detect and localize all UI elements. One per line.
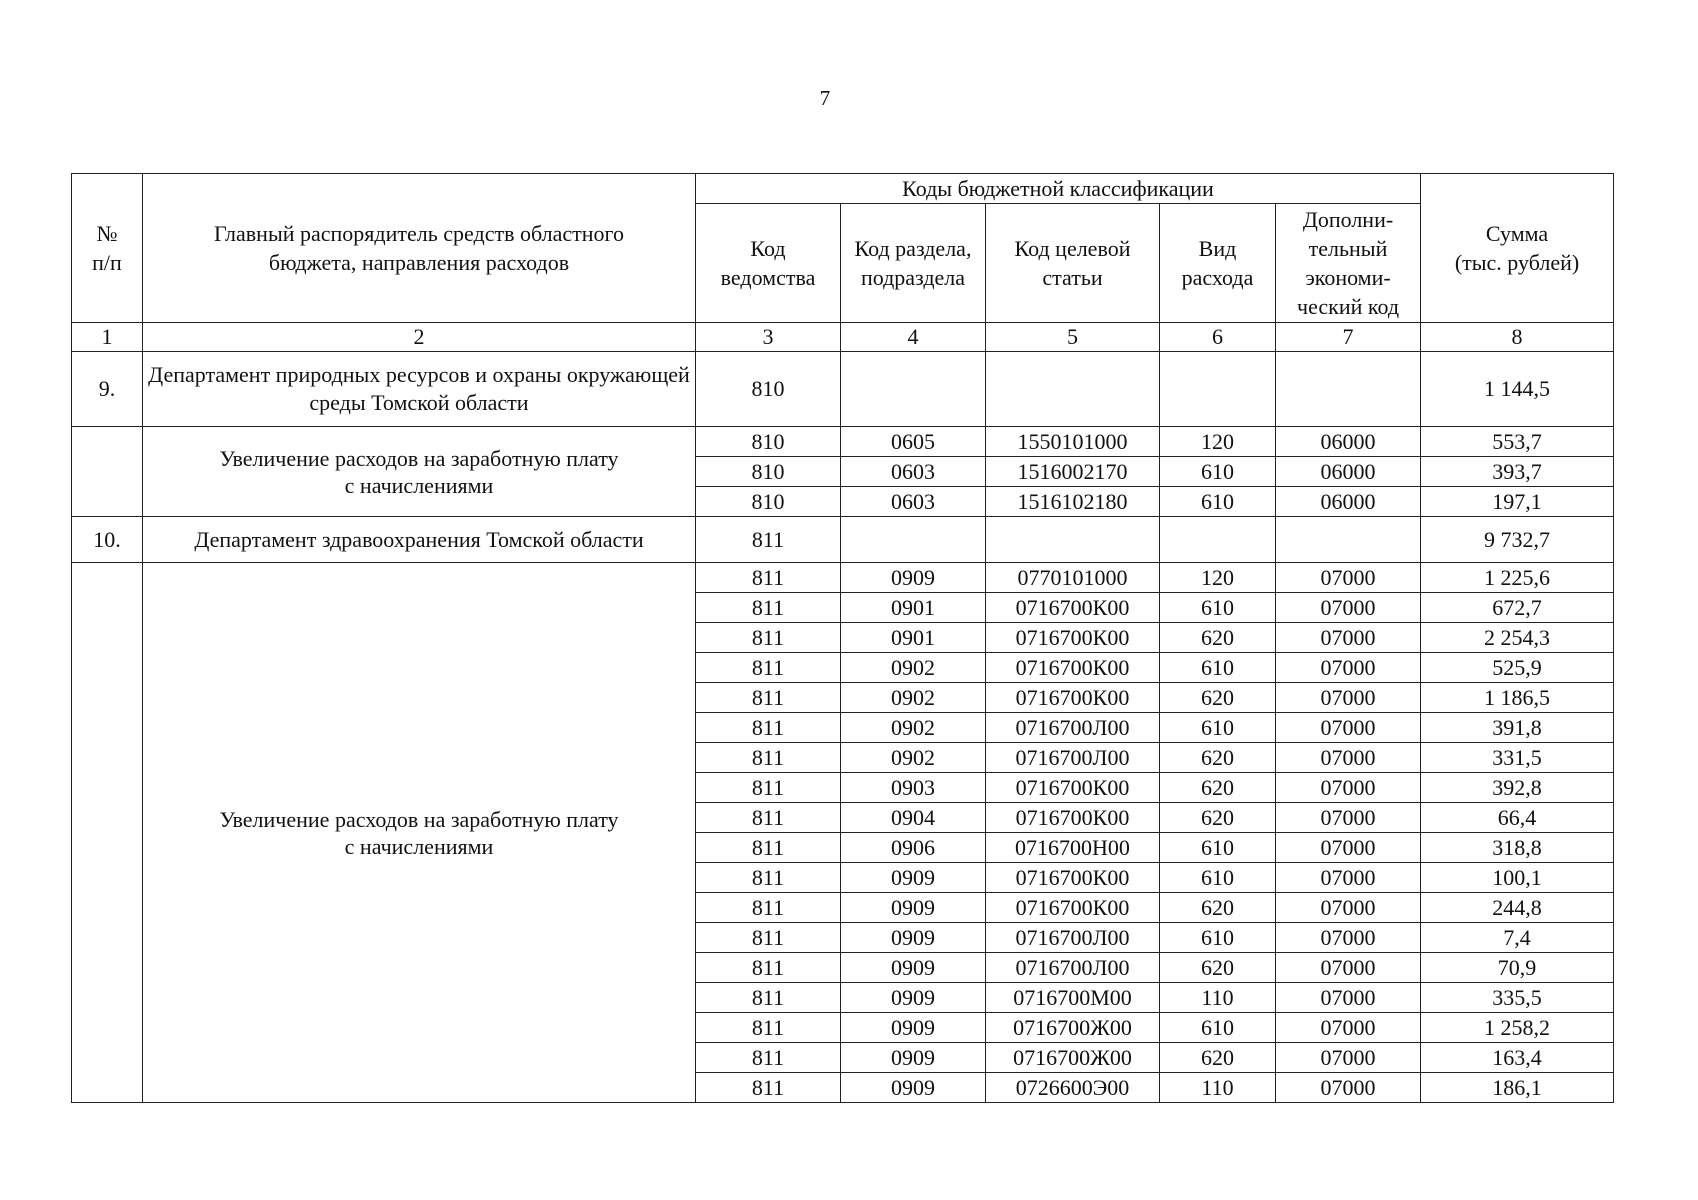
cell-razdel: 0901 (841, 623, 986, 653)
table-row (72, 563, 1614, 593)
cell-vid: 610 (1160, 1013, 1276, 1043)
cell-sum: 163,4 (1421, 1043, 1614, 1073)
cell-ved: 811 (696, 923, 841, 953)
cell-dop: 07000 (1276, 1073, 1421, 1103)
cell-dop: 07000 (1276, 623, 1421, 653)
cell-dop: 07000 (1276, 923, 1421, 953)
cell-sum: 335,5 (1421, 983, 1614, 1013)
header-dop: Дополни- тельный экономи- ческий код (1276, 204, 1421, 323)
cell-ved: 811 (696, 593, 841, 623)
column-number: 2 (143, 323, 696, 352)
cell-ved: 811 (696, 563, 841, 593)
cell-ved: 811 (696, 833, 841, 863)
cell-razdel: 0603 (841, 457, 986, 487)
column-number: 8 (1421, 323, 1614, 352)
cell-razdel: 0909 (841, 1043, 986, 1073)
cell-vid: 610 (1160, 833, 1276, 863)
cell-sum: 392,8 (1421, 773, 1614, 803)
cell-razdel: 0909 (841, 563, 986, 593)
cell-dop: 07000 (1276, 683, 1421, 713)
column-number: 6 (1160, 323, 1276, 352)
header-main: Главный распорядитель средств областного бюджета, направления расходов (143, 174, 696, 323)
cell-cel: 0716700К00 (986, 803, 1160, 833)
department-row (72, 517, 1614, 563)
cell-razdel: 0909 (841, 1013, 986, 1043)
cell-cel: 1516002170 (986, 457, 1160, 487)
cell-dop: 06000 (1276, 457, 1421, 487)
cell-dop: 07000 (1276, 593, 1421, 623)
cell-sum: 244,8 (1421, 893, 1614, 923)
cell-sum: 100,1 (1421, 863, 1614, 893)
cell-ved: 811 (696, 1043, 841, 1073)
cell-cel: 0716700Л00 (986, 923, 1160, 953)
cell-razdel: 0904 (841, 803, 986, 833)
cell-ved: 810 (696, 487, 841, 517)
cell-cel: 0716700М00 (986, 983, 1160, 1013)
header-cel: Код целевой статьи (986, 204, 1160, 323)
cell-cel: 0716700К00 (986, 773, 1160, 803)
department-ved: 811 (696, 517, 841, 563)
cell-cel: 0716700К00 (986, 683, 1160, 713)
cell-razdel: 0902 (841, 653, 986, 683)
cell-vid: 620 (1160, 623, 1276, 653)
column-numbers-row (72, 323, 1614, 352)
cell-dop: 07000 (1276, 773, 1421, 803)
department-name: Департамент здравоохранения Томской области (143, 517, 696, 563)
cell-vid: 110 (1160, 983, 1276, 1013)
cell-ved: 811 (696, 953, 841, 983)
cell-dop: 07000 (1276, 1043, 1421, 1073)
cell-dop: 07000 (1276, 803, 1421, 833)
cell-vid: 610 (1160, 593, 1276, 623)
cell-vid: 620 (1160, 803, 1276, 833)
cell-ved: 811 (696, 743, 841, 773)
cell-sum: 1 186,5 (1421, 683, 1614, 713)
cell-sum: 70,9 (1421, 953, 1614, 983)
header-group-codes: Коды бюджетной классификации (696, 174, 1421, 204)
cell-vid: 610 (1160, 863, 1276, 893)
page-number: 7 (819, 86, 831, 110)
cell-sum: 318,8 (1421, 833, 1614, 863)
department-sum: 1 144,5 (1421, 352, 1614, 427)
department-ved: 810 (696, 352, 841, 427)
cell-razdel: 0909 (841, 923, 986, 953)
cell-sum: 553,7 (1421, 427, 1614, 457)
cell-sum: 186,1 (1421, 1073, 1614, 1103)
cell-dop: 07000 (1276, 653, 1421, 683)
cell-vid: 610 (1160, 653, 1276, 683)
cell-cel: 0716700Л00 (986, 743, 1160, 773)
cell-sum: 525,9 (1421, 653, 1614, 683)
table-row (72, 427, 1614, 457)
cell-cel: 0716700К00 (986, 863, 1160, 893)
cell-dop: 06000 (1276, 427, 1421, 457)
cell-cel: 0716700К00 (986, 593, 1160, 623)
cell-cel: 0716700Н00 (986, 833, 1160, 863)
cell-razdel: 0902 (841, 713, 986, 743)
department-sum: 9 732,7 (1421, 517, 1614, 563)
cell-razdel: 0903 (841, 773, 986, 803)
cell-dop: 07000 (1276, 713, 1421, 743)
header-num: № п/п (72, 174, 143, 323)
cell-sum: 331,5 (1421, 743, 1614, 773)
cell-ved: 811 (696, 863, 841, 893)
department-name: Департамент природных ресурсов и охраны окружающей среды Томской области (143, 352, 696, 427)
cell-vid: 120 (1160, 563, 1276, 593)
department-row (72, 352, 1614, 427)
cell-vid: 110 (1160, 1073, 1276, 1103)
department-number: 9. (72, 352, 143, 427)
cell-ved: 811 (696, 1013, 841, 1043)
cell-razdel: 0906 (841, 833, 986, 863)
cell-cel: 0726600Э00 (986, 1073, 1160, 1103)
cell-cel: 0770101000 (986, 563, 1160, 593)
department-number: 10. (72, 517, 143, 563)
budget-table (71, 173, 1614, 1103)
cell-dop: 07000 (1276, 1013, 1421, 1043)
column-number: 7 (1276, 323, 1421, 352)
cell-ved: 811 (696, 1073, 841, 1103)
cell-cel: 1550101000 (986, 427, 1160, 457)
cell-sum: 2 254,3 (1421, 623, 1614, 653)
cell-sum: 393,7 (1421, 457, 1614, 487)
cell-cel: 1516102180 (986, 487, 1160, 517)
cell-cel: 0716700Ж00 (986, 1043, 1160, 1073)
cell-razdel: 0901 (841, 593, 986, 623)
cell-razdel: 0902 (841, 743, 986, 773)
cell-ved: 811 (696, 653, 841, 683)
header-vid: Вид расхода (1160, 204, 1276, 323)
cell-ved: 811 (696, 623, 841, 653)
cell-ved: 810 (696, 427, 841, 457)
header-sum: Сумма (тыс. рублей) (1421, 174, 1614, 323)
cell-sum: 7,4 (1421, 923, 1614, 953)
header-ved: Код ведомства (696, 204, 841, 323)
column-number: 5 (986, 323, 1160, 352)
header-razdel: Код раздела, подраздела (841, 204, 986, 323)
cell-dop: 07000 (1276, 953, 1421, 983)
cell-razdel: 0909 (841, 863, 986, 893)
cell-cel: 0716700Л00 (986, 953, 1160, 983)
table-header (72, 174, 1614, 323)
cell-razdel: 0909 (841, 893, 986, 923)
cell-vid: 620 (1160, 773, 1276, 803)
cell-dop: 07000 (1276, 863, 1421, 893)
cell-sum: 197,1 (1421, 487, 1614, 517)
table-body (72, 323, 1614, 1103)
cell-ved: 811 (696, 683, 841, 713)
cell-razdel: 0909 (841, 1073, 986, 1103)
cell-vid: 610 (1160, 487, 1276, 517)
cell-ved: 810 (696, 457, 841, 487)
cell-vid: 610 (1160, 923, 1276, 953)
cell-vid: 620 (1160, 743, 1276, 773)
column-number: 1 (72, 323, 143, 352)
cell-razdel: 0603 (841, 487, 986, 517)
cell-sum: 672,7 (1421, 593, 1614, 623)
item-label: Увеличение расходов на заработную плату с начислениями (143, 563, 696, 1103)
cell-dop: 07000 (1276, 893, 1421, 923)
cell-ved: 811 (696, 983, 841, 1013)
cell-cel: 0716700К00 (986, 653, 1160, 683)
cell-sum: 66,4 (1421, 803, 1614, 833)
cell-ved: 811 (696, 713, 841, 743)
cell-vid: 610 (1160, 713, 1276, 743)
cell-dop: 07000 (1276, 743, 1421, 773)
cell-dop: 07000 (1276, 563, 1421, 593)
cell-cel: 0716700К00 (986, 623, 1160, 653)
cell-vid: 610 (1160, 457, 1276, 487)
cell-sum: 391,8 (1421, 713, 1614, 743)
cell-dop: 07000 (1276, 983, 1421, 1013)
cell-razdel: 0909 (841, 953, 986, 983)
column-number: 3 (696, 323, 841, 352)
cell-vid: 120 (1160, 427, 1276, 457)
item-label: Увеличение расходов на заработную плату с начислениями (143, 427, 696, 517)
cell-ved: 811 (696, 803, 841, 833)
cell-vid: 620 (1160, 893, 1276, 923)
cell-cel: 0716700Ж00 (986, 1013, 1160, 1043)
column-number: 4 (841, 323, 986, 352)
cell-ved: 811 (696, 893, 841, 923)
cell-sum: 1 258,2 (1421, 1013, 1614, 1043)
cell-dop: 06000 (1276, 487, 1421, 517)
cell-razdel: 0909 (841, 983, 986, 1013)
cell-vid: 620 (1160, 683, 1276, 713)
cell-vid: 620 (1160, 1043, 1276, 1073)
cell-sum: 1 225,6 (1421, 563, 1614, 593)
cell-cel: 0716700К00 (986, 893, 1160, 923)
cell-dop: 07000 (1276, 833, 1421, 863)
cell-cel: 0716700Л00 (986, 713, 1160, 743)
cell-razdel: 0902 (841, 683, 986, 713)
cell-vid: 620 (1160, 953, 1276, 983)
cell-razdel: 0605 (841, 427, 986, 457)
cell-ved: 811 (696, 773, 841, 803)
